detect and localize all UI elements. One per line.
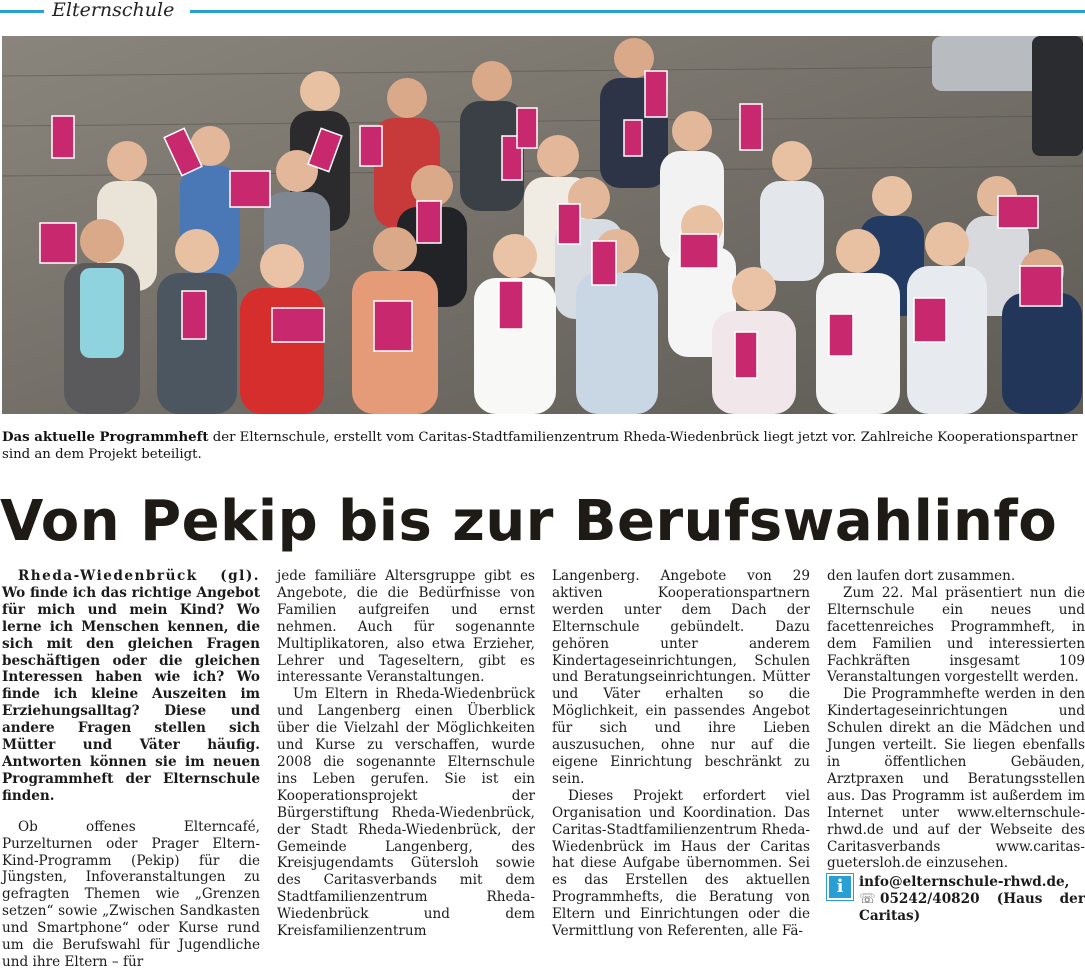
article-paragraph-3b: den laufen dort zusammen.	[827, 568, 1016, 584]
info-icon: i	[827, 874, 853, 900]
section-rule-left	[0, 10, 44, 13]
contact-email[interactable]: info@elternschule-rhwd.de,	[859, 874, 1070, 891]
section-rule-right	[190, 10, 1085, 13]
dateline: Rheda-Wiedenbrück (gl).	[18, 568, 260, 584]
section-label: Elternschule	[52, 0, 175, 21]
group-photo-illustration	[2, 36, 1083, 414]
phone-icon: ☏	[859, 891, 876, 908]
article-column-1	[2, 568, 260, 971]
caption-text: der Elternschule, erstellt vom Caritas-Stadtfamilienzentrum Rheda-Wiedenbrück liegt jetzt vor. Zahlreiche Kooperationspartner sind an dem Projekt beteiligt.	[2, 430, 1078, 462]
article-paragraph-1b: jede familiäre Altersgruppe gibt es Angebote, die die Bedürfnisse von Familien aufgreifen und ernst nehmen. Auch für sogenannte Multiplikatoren, also etwa Erzieher, Lehrer und Tageseltern, gibt es interessante Veranstaltungen.	[277, 568, 535, 686]
section-header	[0, 0, 1085, 22]
caption-bold: Das aktuelle Programmheft	[2, 430, 209, 445]
contact-phone[interactable]: 05242/40820 (Haus der Caritas)	[859, 891, 1085, 925]
article-column-4	[827, 568, 1085, 925]
article-paragraph-2b: Langenberg. Angebote von 29 aktiven Kooperationspartnern werden unter dem Dach der Elternschule gebündelt. Dazu gehören unter anderem Kindertageseinrichtungen, Schulen und Beratungseinrichtungen. Mütter und Väter erhalten so die Möglichkeit, ein passendes Angebot für sich und ihre Lieben auszusuchen, ohne nur auf die eigene Einrichtung beschränkt zu sein.	[552, 568, 810, 787]
lead-text: Wo finde ich das richtige Angebot für mich und mein Kind? Wo lerne ich Menschen kennen, die sich mit den gleichen Fragen beschäftigen oder die gleichen Interessen haben wie ich? Wo finde ich kleine Auszeiten im Erziehungsalltag? Diese und andere Fragen stellen sich Mütter und Väter häufig. Antworten können sie im neuen Programmheft der Elternschule finden.	[2, 584, 260, 804]
article-paragraph-2: Um Eltern in Rheda-Wiedenbrück und Langenberg einen Überblick über die Vielzahl der Möglichkeiten und Kurse zu verschaffen, wurde 2008 die sogenannte Elternschule ins Leben gerufen. Sie ist ein Kooperationsprojekt der Bürgerstiftung Rheda-Wiedenbrück, der Stadt Rheda-Wiedenbrück, der Gemeinde Langenberg, des Kreisjugendamts Gütersloh sowie des Caritasverbands mit dem Stadtfamilienzentrum Rheda-Wiedenbrück und dem Kreisfamilienzentrum	[277, 686, 535, 940]
article-column-2	[277, 568, 535, 940]
headline: Von Pekip bis zur Berufswahlinfo	[0, 489, 1058, 554]
article-paragraph-3: Dieses Projekt erfordert viel Organisation und Koordination. Das Caritas-Stadtfamilienzentrum Rheda-Wiedenbrück im Haus der Caritas hat diese Aufgabe übernommen. Sei es das Erstellen des aktuellen Programmhefts, die Beratung von Eltern und Einrichtungen oder die Vermittlung von Referenten, alle Fä-	[552, 787, 810, 940]
article-paragraph-5: Die Programmhefte werden in den Kindertageseinrichtungen und Schulen direkt an die Mädchen und Jungen verteilt. Sie liegen ebenfalls in öffentlichen Gebäuden, Arztpraxen und Beratungsstellen aus. Das Programm ist außerdem im Internet unter www.elternschule-rhwd.de und auf der Webseite des Caritasverbands www.caritas-guetersloh.de einzusehen.	[827, 686, 1085, 872]
photo-caption	[2, 429, 1083, 463]
article-paragraph-1a: Ob offenes Elterncafé, Purzelturnen oder Prager Eltern-Kind-Programm (Pekip) für die Jüngsten, Infoveranstaltungen zu gefragten Themen wie „Grenzen setzen“ sowie „Zwischen Sandkasten und Smartphone“ oder Kurse rund um die Berufswahl für Jugendliche und ihre Eltern – für	[2, 818, 260, 970]
article-column-3	[552, 568, 810, 940]
group-photo	[2, 36, 1083, 414]
article-paragraph-4: Zum 22. Mal präsentiert nun die Elternschule ein neues und facettenreiches Programmheft, in dem Familien und interessierten Fachkräften insgesamt 109 Veranstaltungen vorgestellt werden.	[827, 584, 1085, 686]
article-lead	[2, 568, 260, 805]
contact-box	[827, 874, 1085, 925]
